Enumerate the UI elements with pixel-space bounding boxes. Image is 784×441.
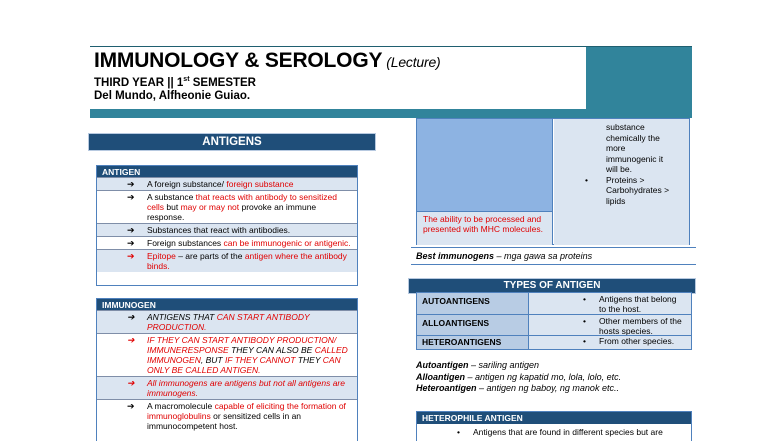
document-header xyxy=(90,46,692,118)
bullet-icon: • xyxy=(583,294,586,304)
list-item: • Antigens that are found in different species but are xyxy=(457,427,663,437)
list-item: ➔ A macromolecule capable of eliciting the formation of immunoglobulins or sensitized cells in an immunocompetent host. xyxy=(97,399,357,432)
arrow-icon: ➔ xyxy=(127,192,135,202)
authors: Del Mundo, Alfheonie Guiao. xyxy=(94,90,251,102)
list-item: Autoantigen – sariling antigen xyxy=(416,360,540,370)
section-title-types: TYPES OF ANTIGEN xyxy=(408,278,696,294)
arrow-icon: ➔ xyxy=(127,238,135,248)
antigen-box-title: ANTIGEN xyxy=(97,166,357,177)
header-title-panel xyxy=(90,47,586,109)
heterophile-box-title: HETEROPHILE ANTIGEN xyxy=(417,412,691,424)
title-suffix: (Lecture) xyxy=(386,54,441,70)
table-cell-processing: The ability to be processed and presented with MHC molecules. xyxy=(417,211,553,245)
bullet-icon: • xyxy=(583,336,586,346)
arrow-icon: ➔ xyxy=(127,378,135,388)
immunogen-box-title: IMMUNOGEN xyxy=(97,299,357,310)
list-item: ➔ Foreign substances can be immunogenic or antigenic. xyxy=(97,236,357,249)
list-item: ➔ A foreign substance/ foreign substance xyxy=(97,177,357,190)
heterophile-box xyxy=(416,411,692,441)
list-item: Heteroantigen – antigen ng baboy, ng manok etc.. xyxy=(416,383,619,393)
immunogen-box xyxy=(96,298,358,441)
year-semester: THIRD YEAR || 1st SEMESTER xyxy=(94,76,256,89)
list-item: ➔ ANTIGENS THAT CAN START ANTIBODY PRODUCTION. xyxy=(97,310,357,333)
arrow-icon: ➔ xyxy=(127,312,135,322)
bullet-icon: • xyxy=(583,316,586,326)
arrow-icon: ➔ xyxy=(127,335,135,345)
arrow-icon: ➔ xyxy=(127,401,135,411)
list-item: ➔ IF THEY CAN START ANTIBODY PRODUCTION/ IMMUNERESPONSE THEY CAN ALSO BE CALLED IMMUNOGEN, BUT IF THEY CANNOT THEY CAN ONLY BE CALLED ANTIGEN. xyxy=(97,333,357,376)
arrow-icon: ➔ xyxy=(127,225,135,235)
list-item: ➔ All immunogens are antigens but not all antigens are immunogens. xyxy=(97,376,357,399)
antigen-definitions xyxy=(416,360,621,395)
table-cell-details: substance chemically the more immunogenic it will be. • Proteins > Carbohydrates > lipids xyxy=(554,119,689,245)
list-item: Alloantigen – antigen ng kapatid mo, lola, lolo, etc. xyxy=(416,371,622,382)
section-title-antigens: ANTIGENS xyxy=(88,133,376,151)
best-immunogens-note: Best immunogens – mga gawa sa proteins xyxy=(411,247,696,265)
bullet-icon: • xyxy=(457,427,460,437)
list-item: ➔ Epitope – are parts of the antigen where the antibody binds. xyxy=(97,249,357,272)
arrow-icon: ➔ xyxy=(127,179,135,189)
bullet-icon: • xyxy=(585,174,588,185)
list-item: ➔ Substances that react with antibodies. xyxy=(97,223,357,236)
table-row: AUTOANTIGENS • Antigens that belong to the host. xyxy=(417,293,691,314)
types-table xyxy=(416,292,692,350)
list-item: ➔ A substance that reacts with antibody to sensitized cells but may or may not provoke an immune response. xyxy=(97,190,357,223)
immunogenicity-table xyxy=(416,118,690,245)
antigen-box xyxy=(96,165,358,286)
table-row: ALLOANTIGENS • Other members of the hosts species. xyxy=(417,314,691,335)
document-title: IMMUNOLOGY & SEROLOGY (Lecture) xyxy=(94,49,441,72)
arrow-icon: ➔ xyxy=(127,251,135,261)
table-cell-empty xyxy=(417,119,553,211)
table-row: HETEROANTIGENS • From other species. xyxy=(417,335,691,349)
